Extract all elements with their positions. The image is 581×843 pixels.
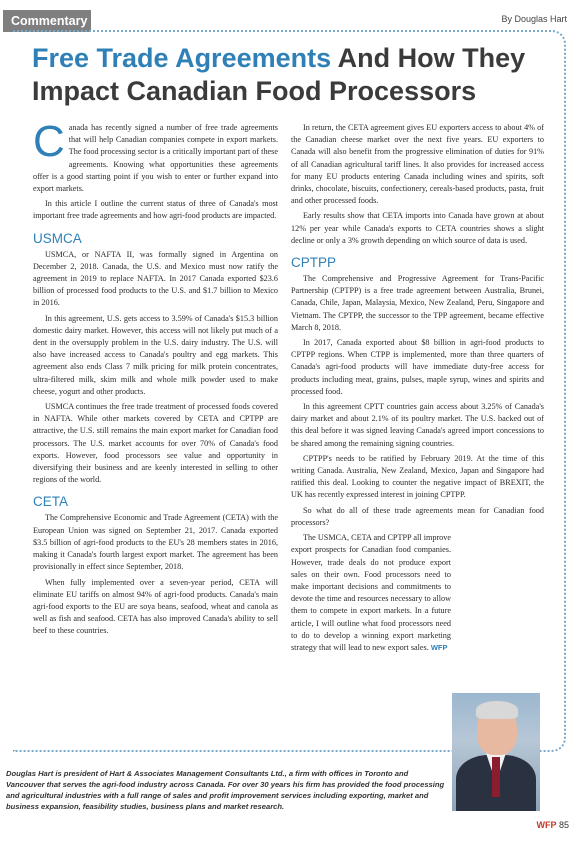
ceta-heading: CETA xyxy=(33,494,69,510)
right-column xyxy=(291,122,544,657)
intro-paragraph-1: Canada has recently signed a number of free trade agreements that will help Canadian companies compete in export markets. The food processing sector is a critically important part of these agreements. Knowing what opportunities these agreements offer is a good starting point if you wish to enter or further expand into export markets. xyxy=(33,117,278,194)
drop-cap: C xyxy=(33,117,65,166)
usmca-heading: USMCA xyxy=(33,230,82,246)
article-title xyxy=(32,42,562,108)
ceta-paragraph-3: In return, the CETA agreement gives EU exporters access to about 4% of the Canadian cheese market over the next five years. EU exporters to Canada will also benefit from the progressive elimination of duties for 91% of all Canadian agricultural tariff lines. It also provides for increased access for many EU products entering Canada including wines and spirits, soft drinks, chocolate, biscuits, confectionery, cereals-based products, pasta, fruit and other processed foods. xyxy=(291,123,544,206)
cptpp-paragraph-4: CPTPP's needs to be ratified by February 2019. At the time of this writing Canada. Australia, New Zealand, Mexico, Japan and Singapore had ratified this deal. Looking to counter the negative impact of BREXIT, the UK has recently expressed interest in joining CPTPP. xyxy=(291,453,544,500)
intro-paragraph-2: In this article I outline the current status of three of Canada's most important free trade agreements and how agri-food products are impacted. xyxy=(33,199,278,221)
cptpp-heading: CPTPP xyxy=(291,255,337,271)
cptpp-paragraph-1: The Comprehensive and Progressive Agreement for Trans-Pacific Partnership (CPTPP) is a free trade agreement between Australia, Brunei, Canada, Chile, Japan, Malaysia, Mexico, New Zealand, Peru, Singapore and Vietnam. The CPTPP, the successor to the TPP agreement, became effective March 8, 2018. xyxy=(291,274,544,332)
end-mark: WFP xyxy=(430,642,448,652)
usmca-paragraph-3: USMCA continues the free trade treatment of processed foods covered in NAFTA. While other markets covered by CETA and CPTPP are attractive, the U.S. still remains the main export market for Canadian food processors. The U.S. market accounts for over 70% of Canada's food exports. However, food processors see value and opportunity in diversifying their business and are keenly interested in selling to other regions of the world. xyxy=(33,402,278,485)
usmca-paragraph-2: In this agreement, U.S. gets access to 3.59% of Canada's $15.3 billion domestic dairy market. However, this access will not likely put much of a dent in the oversupply problem in the U.S. dairy industry. The U.S. will also have increased access to Canada's poultry and egg markets. This agreement also ends Class 7 milk pricing for milk protein concentrates, ultra-filtered milk, skim milk and whole milk powder used to make cheese, yogurt and other products. xyxy=(33,313,278,396)
left-column xyxy=(33,117,278,641)
section-tag: Commentary xyxy=(3,10,91,32)
ceta-paragraph-2: When fully implemented over a seven-year period, CETA will eliminate EU tariffs on almost 94% of agri-food products. Canada's main agri-food exports to the EU are soya beans, seafood, wheat and canola as well as fish and seafood. CETA has also improved Canada's ability to sell beef to these countries. xyxy=(33,577,278,636)
byline: By Douglas Hart xyxy=(501,14,567,24)
author-bio: Douglas Hart is president of Hart & Associates Management Consultants Ltd., a firm with offices in Toronto and Vancouver that serves the agri-food industry across Canada. For over 30 years his firm has provided the food processing and agricultural industries with a full range of sales and profit improvement services including exporting, market and business expansion, feasibility studies, business plans and market research. xyxy=(6,769,445,811)
ceta-paragraph-1: The Comprehensive Economic and Trade Agreement (CETA) with the European Union was signed on September 21, 2017. Canada exported $3.5 billion of agri-food products to the EU's 28 members states in 2016, making it Canada's fourth largest export market. The agreement has been provisionally in effect since September, 2018. xyxy=(33,513,278,572)
page-number: 85 xyxy=(558,820,569,830)
ceta-paragraph-4: Early results show that CETA imports into Canada have grown at about 12% per year while Canada's exports to CETA countries shows a slight decline or only a 3% growth depending on which source of data is used. xyxy=(291,211,544,245)
page-footer xyxy=(536,820,569,830)
closing-paragraph-1: So what do all of these trade agreements mean for Canadian food processors? xyxy=(291,505,544,527)
title-rest: And How They Impact Canadian Food Processors xyxy=(32,43,526,106)
title-highlight: Free Trade Agreements xyxy=(32,43,332,73)
cptpp-paragraph-2: In 2017, Canada exported about $8 billion in agri-food products to CPTPP regions. When CTPP is implemented, more than three quarters of Canada's agri-food products will have immediate duty-free access for products including meat, grains, pulses, maple syrup, wines and spirits and processed food. xyxy=(291,338,544,396)
usmca-paragraph-1: USMCA, or NAFTA II, was formally signed in Argentina on December 2, 2018. Canada, the U.S. and Mexico must now ratify the agreement in 2019 to replace NAFTA. In 2017 Canada exported $23.6 billion of processed food products to the U.S. and $1.7 billion to Mexico in 2016. xyxy=(33,249,278,308)
closing-paragraph-2: The USMCA, CETA and CPTPP all improve export prospects for Canadian food companies. However, trade deals do not produce export sales on their own. Food processors need to make important decisions and commitments to devote the time and resources necessary to allow them to compete in export markets. In a future article, I will outline what food processors need to do to develop a winning export marketing strategy that will lead to new export sales. WFP xyxy=(291,533,451,652)
cptpp-paragraph-3: In this agreement CPTT countries gain access about 3.25% of Canada's dairy market and about 2.1% of its poultry market. The U.S. backed out of this deal before it was signed leaving Canada's agreed import concessions to be shared among the remaining signing countries. xyxy=(291,402,544,448)
footer-brand: WFP xyxy=(536,820,557,830)
author-photo xyxy=(452,693,540,811)
